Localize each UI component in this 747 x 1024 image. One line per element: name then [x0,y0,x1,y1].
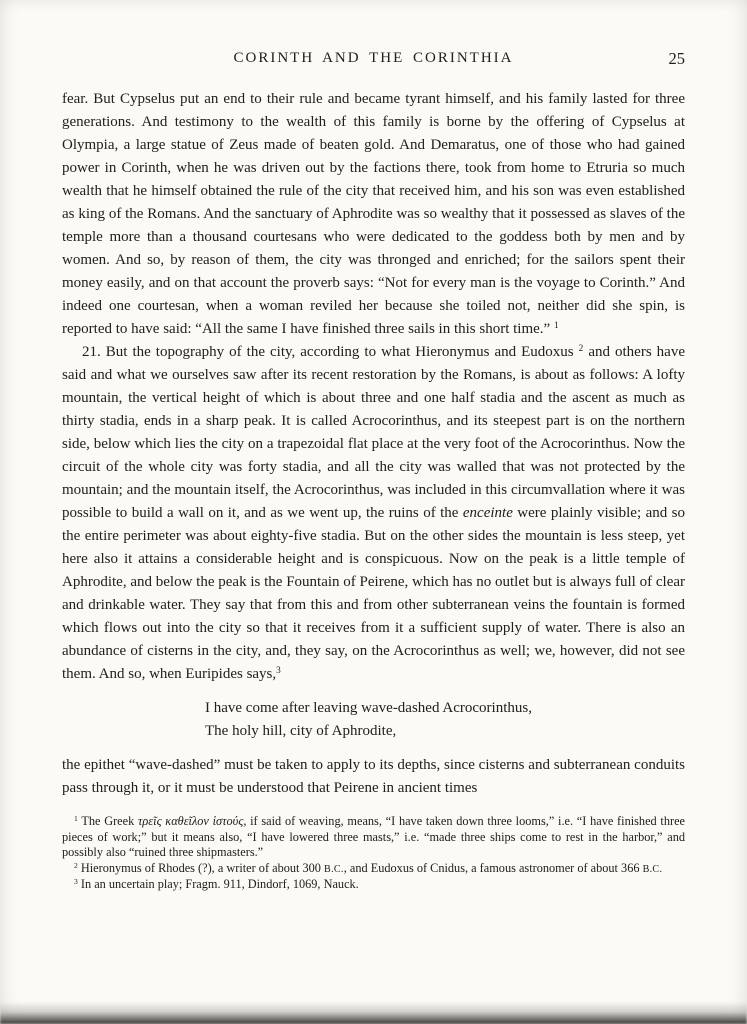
body-paragraph-continuation: fear. But Cypselus put an end to their rule and became tyrant himself, and his family lasted for three generations. And testimony to the wealth of this family is borne by the offering of Cypselus at Olympia, a large statue of Zeus made of beaten gold. And Demaratus, one of those who had gained power in Corinth, when he was driven out by the factions there, took from home to Etruria so much wealth that he himself obtained the rule of the city that received him, and his son was even established as king of the Romans. And the sanctuary of Aphrodite was so wealthy that it possessed as slaves of the temple more than a thousand courtesans who were dedicated to the goddess both by men and by women. And so, by reason of them, the city was thronged and enriched; for the sailors spent their money easily, and on that account the proverb says: “Not for every man is the voyage to Corinth.” And indeed one courtesan, when a woman reviled her because she toiled not, neither did she spin, is reported to have said: “All the same I have finished three sails in this short time.” $^1$ [62,91,685,337]
page-body [62,88,685,800]
footnote-1: $^1$ The Greek τρεῖς καθεῖλον ἱστούς, if said of weaving, means, “I have taken down three looms,” i.e. “I have finished three pieces of work;” but it means also, “I have lowered three masts,” i.e. “made three ships come to rest in the harbor,” and possibly also “ruined three shipmasters.” [62,814,685,859]
footnotes-section [62,814,685,893]
verse-line-1: I have come after leaving wave-dashed Acrocorinthus, [205,700,532,716]
verse-quote [205,697,685,743]
page-header [62,50,685,72]
scan-edge-shadow [0,1002,747,1024]
page-number: 25 [668,49,685,68]
body-paragraph-section-21: 21. But the topography of the city, according to what Hieronymus and Eudoxus $^2$ and others have said and what we ourselves saw after its recent restoration by the Romans, is about as follows: A lofty mountain, the vertical height of which is about three and one half stadia and the ascent as much as thirty stadia, ends in a sharp peak. It is called Acrocorinthus, and its steepest part is on the northern side, below which lies the city on a trapezoidal flat place at the very foot of the Acrocorinthus. Now the circuit of the whole city was forty stadia, and all the city was walled that was not protected by the mountain; and the mountain itself, the Acrocorinthus, was included in this circumvallation where it was possible to build a wall on it, and as we went up, the ruins of the enceinte were plainly visible; and so the entire perimeter was about eighty-five stadia. But on the other sides the mountain is less steep, yet here also it attains a considerable height and is conspicuous. Now on the peak is a little temple of Aphrodite, and below the peak is the Fountain of Peirene, which has no outlet but is always full of clear and drinkable water. They say that from this and from other subterranean veins the fountain is formed which flows out into the city so that it receives from it a sufficient supply of water. There is also an abundance of cisterns in the city, and, they say, on the Acrocorinthus as well; we, however, did not see them. And so, when Euripides says,$^3$ [62,344,685,682]
footnote-2: $^2$ Hieronymus of Rhodes (?), a writer of about 300 B.C., and Eudoxus of Cnidus, a famous astronomer of about 366 B.C. [74,860,663,875]
body-paragraph-closing: the epithet “wave-dashed” must be taken to apply to its depths, since cisterns and subterranean conduits pass through it, or it must be understood that Peirene in ancient times [62,757,685,796]
footnote-3: $^3$ In an uncertain play; Fragm. 911, Dindorf, 1069, Nauck. [74,877,359,891]
running-title: CORINTH AND THE CORINTHIA [233,50,514,66]
verse-line-2: The holy hill, city of Aphrodite, [205,723,397,739]
